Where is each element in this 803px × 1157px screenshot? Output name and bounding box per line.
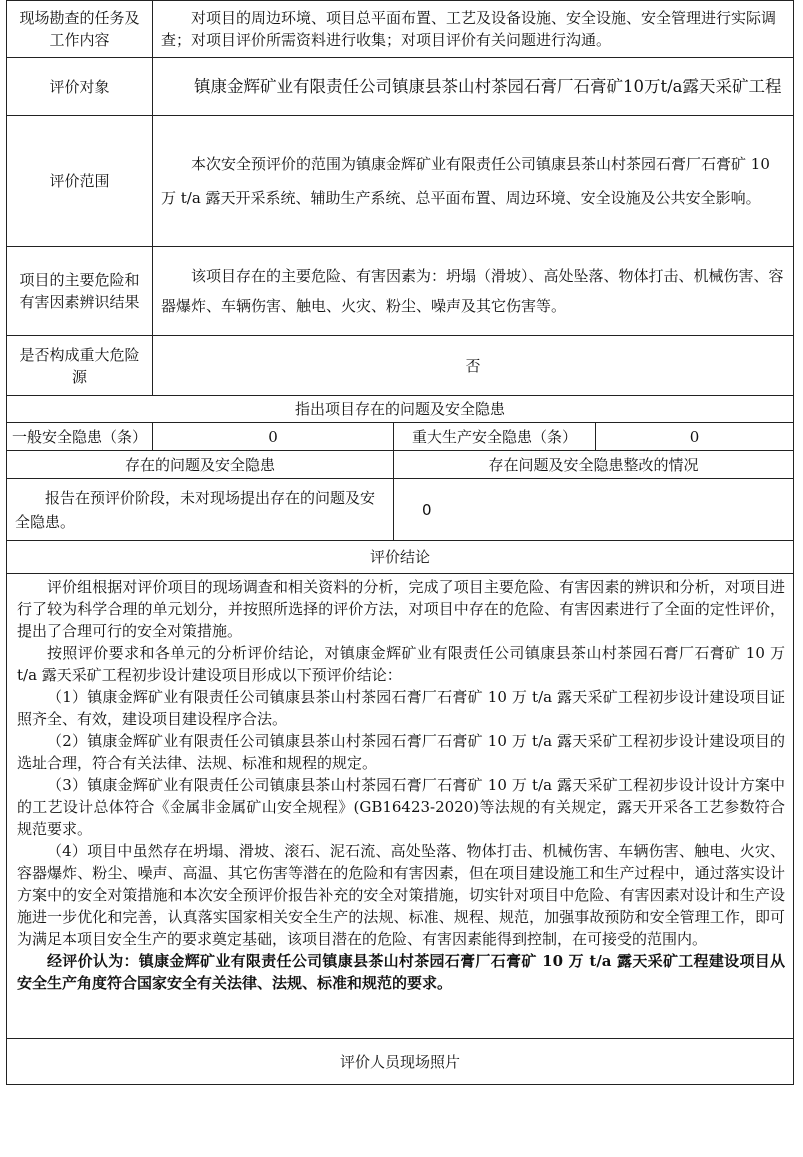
conclusion-paragraph: 评价组根据对评价项目的现场调查和相关资料的分析，完成了项目主要危险、有害因素的辨识和分析，对项目进行了较为科学合理的单元划分，并按照所选择的评价方法，对项目中存在的危险、有害因素进行了全面的定性评价，提出了合理可行的安全对策措施。 [17, 578, 786, 640]
row-issue-counts [7, 423, 794, 451]
conclusion-paragraph: （1）镇康金辉矿业有限责任公司镇康县茶山村茶园石膏厂石膏矿 10 万 t/a 露天采矿工程初步设计建设项目证照齐全、有效，建设项目建设程序合法。 [17, 688, 786, 728]
conclusion-paragraph: （3）镇康金辉矿业有限责任公司镇康县茶山村茶园石膏厂石膏矿 10 万 t/a 露天采矿工程初步设计设计方案中的工艺设计总体符合《金属非金属矿山安全规程》(GB16423-2020)等法规的有关规定，露天开采各工艺参数符合规范要求。 [17, 776, 786, 838]
conclusion-paragraph: 按照评价要求和各单元的分析评价结论，对镇康金辉矿业有限责任公司镇康县茶山村茶园石膏厂石膏矿 10 万 t/a 露天采矿工程初步设计建设项目形成以下预评价结论： [17, 644, 786, 684]
row-conclusion-header [7, 541, 794, 574]
major-issues-label: 重大生产安全隐患（条） [394, 423, 596, 451]
evaluation-form [6, 0, 793, 1085]
conclusion-header: 评价结论 [7, 541, 794, 574]
rectify-value: 0 [394, 479, 794, 541]
row-major-hazard [7, 336, 794, 396]
scope-label: 评价范围 [7, 116, 153, 247]
conclusion-final: 经评价认为：镇康金辉矿业有限责任公司镇康县茶山村茶园石膏厂石膏矿 10 万 t/a 露天采矿工程建设项目从安全生产角度符合国家安全有关法律、法规、标准和规范的要求。 [17, 952, 786, 992]
scope-content: 本次安全预评价的范围为镇康金辉矿业有限责任公司镇康县茶山村茶园石膏厂石膏矿 10 万 t/a 露天开采系统、辅助生产系统、总平面布置、周边环境、安全设施及公共安全影响。 [153, 116, 794, 247]
row-object [7, 58, 794, 116]
row-scope [7, 116, 794, 247]
rectify-column-header: 存在问题及安全隐患整改的情况 [394, 451, 794, 479]
general-issues-label: 一般安全隐患（条） [7, 423, 153, 451]
object-content: 镇康金辉矿业有限责任公司镇康县茶山村茶园石膏厂石膏矿10万t/a露天采矿工程 [153, 58, 794, 116]
survey-content: 对项目的周边环境、项目总平面布置、工艺及设备设施、安全设施、安全管理进行实际调查；对项目评价所需资料进行收集；对项目评价有关问题进行沟通。 [153, 1, 794, 58]
row-conclusion-body [7, 574, 794, 1039]
major-issues-value: 0 [596, 423, 794, 451]
object-label: 评价对象 [7, 58, 153, 116]
issues-header: 指出项目存在的问题及安全隐患 [7, 396, 794, 423]
major-label: 是否构成重大危险源 [7, 336, 153, 396]
photos-header: 评价人员现场照片 [7, 1039, 794, 1085]
conclusion-paragraph: （4）项目中虽然存在坍塌、滑坡、滚石、泥石流、高处坠落、物体打击、机械伤害、车辆伤害、触电、火灾、容器爆炸、粉尘、噪声、高温、其它伤害等潜在的危险和有害因素，但在项目建设施工和生产过程中，通过落实设计方案中的安全对策措施和本次安全预评价报告补充的安全对策措施，切实针对项目中危险、有害因素对设计和生产设施进一步优化和完善，认真落实国家相关安全生产的法规、标准、规程、规范，加强事故预防和安全管理工作，即可为满足本项目安全生产的要求奠定基础，该项目潜在的危险、有害因素能得到控制，在可接受的范围内。 [17, 842, 786, 948]
conclusion-paragraph: （2）镇康金辉矿业有限责任公司镇康县茶山村茶园石膏厂石膏矿 10 万 t/a 露天采矿工程初步设计建设项目的选址合理，符合有关法律、法规、标准和规程的规定。 [17, 732, 786, 772]
row-issue-content [7, 479, 794, 541]
row-hazards [7, 247, 794, 336]
row-photos-header [7, 1039, 794, 1085]
row-survey [7, 1, 794, 58]
problem-text: 报告在预评价阶段，未对现场提出存在的问题及安全隐患。 [7, 479, 394, 541]
problems-column-header: 存在的问题及安全隐患 [7, 451, 394, 479]
major-value: 否 [153, 336, 794, 396]
survey-label: 现场勘查的任务及工作内容 [7, 1, 153, 58]
general-issues-value: 0 [153, 423, 394, 451]
evaluation-table [6, 0, 794, 1085]
hazards-label: 项目的主要危险和有害因素辨识结果 [7, 247, 153, 336]
conclusion-body [7, 574, 794, 1039]
hazards-content: 该项目存在的主要危险、有害因素为：坍塌（滑坡）、高处坠落、物体打击、机械伤害、容器爆炸、车辆伤害、触电、火灾、粉尘、噪声及其它伤害等。 [153, 247, 794, 336]
row-issue-columns [7, 451, 794, 479]
row-issues-header [7, 396, 794, 423]
